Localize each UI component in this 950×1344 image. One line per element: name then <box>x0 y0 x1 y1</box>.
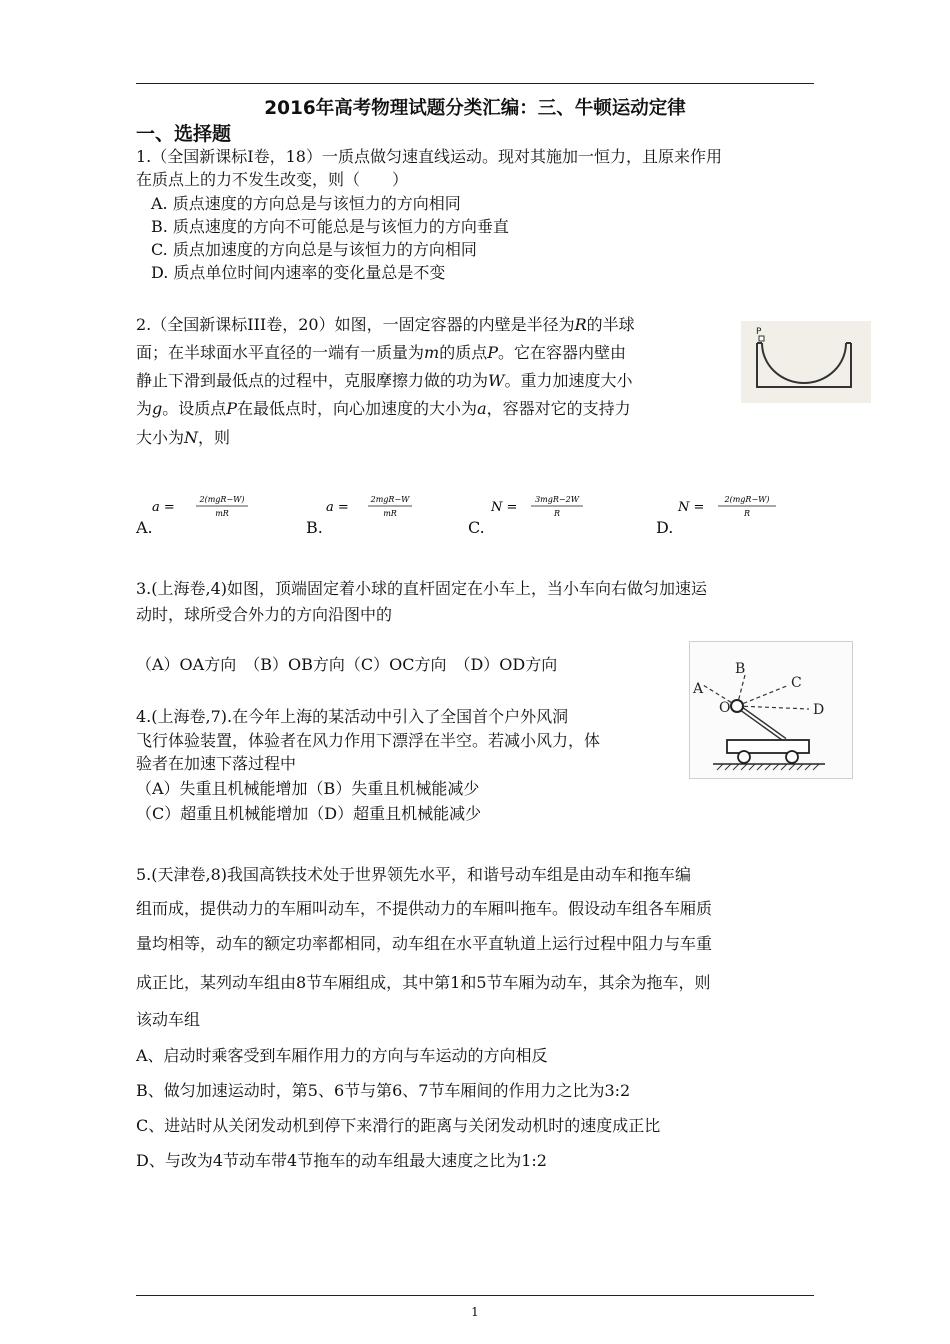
hemisphere-figure <box>741 321 871 403</box>
q5-option-b: B、做匀加速运动时，第5、6节与第6、7节车厢间的作用力之比为3:2 <box>136 1081 631 1100</box>
q2-text: 在最低点时，向心加速度的大小为 <box>237 399 478 418</box>
q2-var-m: m <box>424 343 440 362</box>
q2-text: 。设质点 <box>162 399 227 418</box>
page-title: 2016年高考物理试题分类汇编：三、牛顿运动定律 <box>264 98 686 119</box>
q2-text: 。重力加速度大小 <box>504 371 633 390</box>
formula-lhs: a = <box>326 500 349 515</box>
figure-label-b: B <box>735 661 746 677</box>
q2-text: 为 <box>136 399 153 418</box>
page-number: 1 <box>471 1305 479 1319</box>
formula-lhs: N = <box>678 500 705 515</box>
q2-text: 静止下滑到最低点的过程中，克服摩擦力做的功为 <box>136 371 489 390</box>
formula-denominator: mR <box>383 509 397 516</box>
q2-text: 的半球 <box>586 315 635 334</box>
q5-line-3: 量均相等，动车的额定功率都相同，动车组在水平直轨道上运行过程中阻力与车重 <box>136 934 713 953</box>
q2-text: 的质点 <box>439 343 488 362</box>
q3-line-1: 3.(上海卷,4)如图，顶端固定着小球的直杆固定在小车上，当小车向右做匀加速运 <box>136 579 708 598</box>
option-letter: D. <box>656 518 674 537</box>
q5-line-4: 成正比，某列动车组由8节车厢组成，其中第1和5节车厢为动车，其余为拖车，则 <box>136 973 711 992</box>
q2-var-a: a <box>477 399 487 418</box>
formula-numerator: 2mgR−W <box>370 495 410 504</box>
q2-var-g: g <box>152 399 163 418</box>
q1-option-c: C. 质点加速度的方向总是与该恒力的方向相同 <box>151 240 477 259</box>
figure-label-d: D <box>813 702 825 718</box>
formula-a <box>150 494 260 516</box>
formula-denominator: mR <box>215 509 229 516</box>
q1-option-b: B. 质点速度的方向不可能总是与该恒力的方向垂直 <box>151 217 509 236</box>
q2-var-p: P <box>487 343 498 362</box>
q2-text: 面；在半球面水平直径的一端有一质量为 <box>136 343 425 362</box>
figure-label-p: P <box>756 327 762 337</box>
q2-line-3 <box>136 368 632 391</box>
formula-denominator: R <box>743 509 751 516</box>
q3-options: （A）OA方向 （B）OB方向（C）OC方向 （D）OD方向 <box>136 655 558 674</box>
q4-line-1: 4.(上海卷,7).在今年上海的某活动中引入了全国首个户外风洞 <box>136 707 569 726</box>
section-heading: 一、选择题 <box>136 123 232 145</box>
q2-line-1 <box>136 312 635 335</box>
q4-line-3: 验者在加速下落过程中 <box>136 754 297 773</box>
formula-lhs: a = <box>152 500 175 515</box>
formula-lhs: N = <box>491 500 518 515</box>
q1-option-d: D. 质点单位时间内速率的变化量总是不变 <box>151 263 446 282</box>
formula-numerator: 3mgR−2W <box>535 495 579 504</box>
q2-text: 大小为 <box>136 428 185 447</box>
q2-var-r: R <box>574 315 587 334</box>
formula-numerator: 2(mgR−W) <box>199 495 245 504</box>
q2-line-5 <box>136 425 230 448</box>
q2-line-4 <box>136 396 631 419</box>
option-letter: C. <box>468 518 485 537</box>
q1-line-2: 在质点上的力不发生改变，则（ ） <box>136 170 409 189</box>
formula-numerator: 2(mgR−W) <box>724 495 770 504</box>
footer-rule <box>136 1295 814 1296</box>
q1-option-a: A. 质点速度的方向总是与该恒力的方向相同 <box>151 194 461 213</box>
q2-text: ，则 <box>198 428 231 447</box>
q4-options-2: （C）超重且机械能增加（D）超重且机械能减少 <box>136 804 482 823</box>
option-letter: A. <box>136 518 153 537</box>
q5-line-5: 该动车组 <box>136 1010 201 1029</box>
q5-line-1: 5.(天津卷,8)我国高铁技术处于世界领先水平，和谐号动车组是由动车和拖车编 <box>136 865 692 884</box>
formula-b <box>324 494 424 516</box>
option-letter: B. <box>306 518 323 537</box>
q5-option-d: D、与改为4节动车带4节拖车的动车组最大速度之比为1:2 <box>136 1151 547 1170</box>
cart-figure <box>689 641 853 779</box>
figure-label-c: C <box>791 675 802 691</box>
figure-label-o: O <box>719 700 731 716</box>
q2-text: 。它在容器内壁由 <box>497 343 626 362</box>
q1-line-1: 1.（全国新课标I卷，18）一质点做匀速直线运动。现对其施加一恒力，且原来作用 <box>136 147 722 166</box>
q4-line-2: 飞行体验装置，体验者在风力作用下漂浮在半空。若减小风力，体 <box>136 731 601 750</box>
q2-text: 2.（全国新课标III卷，20）如图，一固定容器的内壁是半径为 <box>136 315 575 334</box>
q2-text: ，容器对它的支持力 <box>486 399 631 418</box>
formula-denominator: R <box>553 509 561 516</box>
q4-options-1: （A）失重且机械能增加（B）失重且机械能减少 <box>136 779 480 798</box>
q5-option-c: C、进站时从关闭发动机到停下来滑行的距离与关闭发动机时的速度成正比 <box>136 1116 661 1135</box>
q2-var-w: W <box>488 371 505 390</box>
q5-line-2: 组而成，提供动力的车厢叫动车，不提供动力的车厢叫拖车。假设动车组各车厢质 <box>136 899 713 918</box>
header-rule <box>136 83 814 84</box>
q5-option-a: A、启动时乘客受到车厢作用力的方向与车运动的方向相反 <box>136 1046 548 1065</box>
q2-var-p: P <box>226 399 238 418</box>
q2-var-n: N <box>184 428 199 447</box>
formula-d <box>676 494 786 516</box>
figure-label-a: A <box>693 681 704 697</box>
q2-line-2 <box>136 340 626 363</box>
q3-line-2: 动时，球所受合外力的方向沿图中的 <box>136 605 393 624</box>
formula-c <box>489 494 599 516</box>
